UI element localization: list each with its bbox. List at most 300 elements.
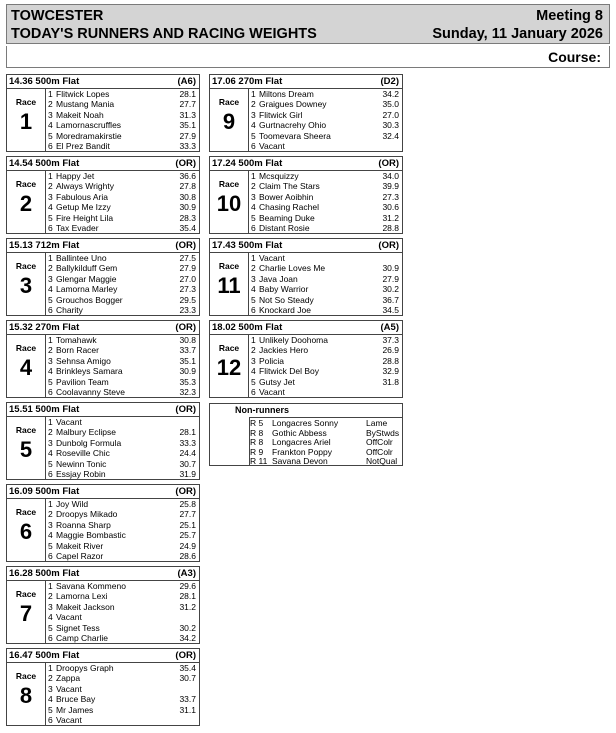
runner-weight: 33.7 — [179, 345, 196, 356]
trap-number: 4 — [48, 284, 53, 295]
runner-weight: 31.9 — [179, 468, 196, 479]
runner-row — [249, 274, 402, 284]
nonrunner-row — [250, 456, 400, 466]
nonrunner-row — [250, 437, 400, 447]
runner-name: Gutsy Jet — [259, 376, 295, 387]
trap-number: 5 — [251, 130, 256, 141]
runner-row — [249, 192, 402, 202]
runner-weight: 30.2 — [382, 284, 399, 295]
nonrunner-name: Savana Devon — [272, 456, 328, 467]
nonrunner-name: Longacres Ariel — [272, 437, 331, 448]
header — [6, 4, 610, 44]
nonrunner-race: R 8 — [250, 437, 264, 448]
trap-number: 3 — [48, 191, 53, 202]
race-class: (OR) — [175, 486, 196, 497]
trap-number: 4 — [48, 366, 53, 377]
trap-number: 1 — [251, 253, 256, 263]
trap-number: 4 — [251, 284, 256, 295]
runner-row — [249, 213, 402, 223]
race-title: 15.13 712m Flat — [9, 240, 80, 251]
trap-number: 4 — [48, 202, 53, 213]
trap-number: 6 — [48, 632, 53, 643]
runner-weight: 28.1 — [179, 591, 196, 602]
runner-name: Vacant — [259, 253, 285, 263]
race-number: 9 — [222, 109, 236, 134]
runner-row — [46, 663, 199, 673]
race-title: 16.47 500m Flat — [9, 650, 80, 661]
race-header — [210, 75, 402, 88]
race-label: Race — [15, 343, 37, 353]
runner-list — [46, 335, 199, 397]
runner-row — [46, 202, 199, 212]
runner-row — [249, 202, 402, 212]
runner-row — [249, 377, 402, 387]
runner-weight: 27.0 — [382, 109, 399, 120]
trap-number: 2 — [48, 345, 53, 356]
race-number-cell — [7, 171, 46, 233]
runner-name: Jackies Hero — [259, 345, 309, 356]
race-card — [6, 238, 200, 316]
race-title: 18.02 500m Flat — [212, 322, 283, 333]
runner-weight: 27.8 — [179, 181, 196, 192]
runner-weight: 35.4 — [179, 222, 196, 233]
race-header — [7, 75, 199, 88]
trap-number: 3 — [251, 191, 256, 202]
nonrunner-row — [250, 428, 400, 438]
runner-row — [46, 274, 199, 284]
runner-row — [46, 253, 199, 263]
race-class: (A6) — [177, 76, 196, 87]
trap-number: 1 — [251, 171, 256, 181]
trap-number: 3 — [48, 519, 53, 530]
runner-name: Policia — [259, 355, 285, 366]
runner-row — [46, 694, 199, 704]
runner-row — [249, 284, 402, 294]
runner-row — [46, 110, 199, 120]
runner-row — [46, 612, 199, 622]
runner-row — [46, 192, 199, 202]
runner-weight: 30.6 — [382, 202, 399, 213]
runner-row — [46, 377, 199, 387]
race-class: (OR) — [378, 240, 399, 251]
runner-row — [249, 171, 402, 181]
race-number: 11 — [217, 273, 241, 298]
nonrunner-row — [250, 447, 400, 457]
runner-row — [46, 171, 199, 181]
runner-row — [249, 223, 402, 233]
runner-name: Java Joan — [259, 273, 298, 284]
race-card — [6, 320, 200, 398]
runner-row — [46, 99, 199, 109]
race-header — [7, 649, 199, 662]
trap-number: 1 — [48, 663, 53, 673]
runner-weight: 30.9 — [179, 202, 196, 213]
page-subtitle: TODAY'S RUNNERS AND RACING WEIGHTS — [11, 26, 317, 42]
runner-name: Distant Rosie — [259, 222, 310, 233]
runner-row — [46, 213, 199, 223]
race-number: 1 — [19, 109, 33, 134]
runner-name: Makeit Jackson — [56, 601, 115, 612]
runner-weight: 28.3 — [179, 212, 196, 223]
runner-row — [249, 295, 402, 305]
runner-weight: 31.2 — [179, 601, 196, 612]
runner-row — [249, 99, 402, 109]
runner-name: Droopys Graph — [56, 663, 114, 673]
trap-number: 5 — [251, 294, 256, 305]
runner-name: Born Racer — [56, 345, 99, 356]
race-header — [210, 239, 402, 252]
runner-row — [249, 263, 402, 273]
runner-row — [46, 335, 199, 345]
trap-number: 5 — [48, 130, 53, 141]
trap-number: 4 — [48, 530, 53, 541]
race-number-cell — [7, 417, 46, 479]
race-class: (A5) — [380, 322, 399, 333]
race-label: Race — [15, 671, 37, 681]
runner-list — [46, 253, 199, 315]
runner-row — [46, 89, 199, 99]
trap-number: 3 — [251, 109, 256, 120]
nonrunner-row — [250, 418, 400, 428]
runner-weight: 31.2 — [382, 212, 399, 223]
runner-weight: 28.8 — [382, 355, 399, 366]
course-row — [6, 46, 610, 68]
trap-number: 2 — [48, 99, 53, 110]
runner-row — [46, 366, 199, 376]
runner-name: Essjay Robin — [56, 468, 106, 479]
trap-number: 2 — [48, 509, 53, 520]
race-class: (OR) — [175, 322, 196, 333]
race-number: 3 — [19, 273, 33, 298]
trap-number: 4 — [48, 694, 53, 705]
runner-row — [249, 356, 402, 366]
runner-row — [46, 120, 199, 130]
trap-number: 1 — [251, 335, 256, 345]
race-number-cell — [7, 335, 46, 397]
race-title: 15.32 270m Flat — [9, 322, 80, 333]
race-number-cell — [7, 499, 46, 561]
runner-weight: 30.9 — [179, 366, 196, 377]
trap-number: 4 — [48, 612, 53, 623]
race-number: 2 — [19, 191, 33, 216]
runner-list — [46, 499, 199, 561]
trap-number: 5 — [251, 212, 256, 223]
runner-weight: 34.5 — [382, 304, 399, 315]
runner-weight: 24.4 — [179, 448, 196, 459]
runner-name: Lamorna Lexi — [56, 591, 108, 602]
runner-weight: 34.2 — [382, 89, 399, 99]
runner-name: Vacant — [56, 612, 82, 623]
trap-number: 3 — [251, 273, 256, 284]
race-label: Race — [15, 97, 37, 107]
race-card — [209, 156, 403, 234]
race-label: Race — [218, 97, 240, 107]
race-card — [6, 484, 200, 562]
runner-name: Happy Jet — [56, 171, 95, 181]
trap-number: 1 — [48, 335, 53, 345]
runner-name: Charlie Loves Me — [259, 263, 326, 274]
runner-name: Graigues Downey — [259, 99, 327, 110]
trap-number: 4 — [48, 120, 53, 131]
runner-name: Droopys Mikado — [56, 509, 118, 520]
runner-row — [46, 438, 199, 448]
runner-row — [249, 387, 402, 397]
runner-weight: 23.3 — [179, 304, 196, 315]
trap-number: 5 — [48, 294, 53, 305]
trap-number: 6 — [48, 222, 53, 233]
race-label: Race — [15, 507, 37, 517]
runner-name: Bower Aoibhin — [259, 191, 314, 202]
race-card — [6, 648, 200, 726]
runner-row — [46, 705, 199, 715]
race-card — [209, 238, 403, 316]
runner-name: Miltons Dream — [259, 89, 314, 99]
nonrunner-race: R 11 — [250, 456, 268, 467]
trap-number: 1 — [251, 89, 256, 99]
runner-weight: 25.1 — [179, 519, 196, 530]
runner-row — [46, 284, 199, 294]
runner-weight: 36.6 — [179, 171, 196, 181]
runner-list — [46, 417, 199, 479]
trap-number: 2 — [251, 345, 256, 356]
runner-name: Roanna Sharp — [56, 519, 111, 530]
race-card — [209, 74, 403, 152]
nonrunner-name: Frankton Poppy — [272, 446, 333, 457]
runner-row — [46, 345, 199, 355]
trap-number: 6 — [48, 468, 53, 479]
nonrunner-reason: OffColr — [366, 437, 393, 448]
runner-name: Capel Razor — [56, 550, 104, 561]
runner-name: Camp Charlie — [56, 632, 108, 643]
race-header — [7, 321, 199, 334]
race-class: (OR) — [175, 650, 196, 661]
trap-number: 2 — [48, 263, 53, 274]
race-number-cell — [7, 663, 46, 725]
race-number-cell — [7, 89, 46, 151]
meeting-number: Meeting 8 — [536, 8, 603, 24]
runner-row — [46, 387, 199, 397]
race-number-cell — [7, 253, 46, 315]
trap-number: 4 — [251, 202, 256, 213]
race-class: (OR) — [175, 158, 196, 169]
runner-name: Pavilion Team — [56, 376, 109, 387]
race-number: 6 — [19, 519, 33, 544]
runner-name: Bruce Bay — [56, 694, 96, 705]
runner-row — [249, 131, 402, 141]
nonrunner-race: R 9 — [250, 446, 264, 457]
runner-row — [249, 366, 402, 376]
runner-row — [46, 417, 199, 427]
runner-weight: 27.0 — [179, 273, 196, 284]
trap-number: 6 — [48, 386, 53, 397]
race-label: Race — [218, 343, 240, 353]
race-title: 15.51 500m Flat — [9, 404, 80, 415]
race-class: (OR) — [175, 240, 196, 251]
runner-list — [46, 581, 199, 643]
race-label: Race — [15, 261, 37, 271]
race-number-cell — [7, 581, 46, 643]
nonrunners-box — [209, 403, 403, 466]
runner-name: Toomevara Sheera — [259, 130, 331, 141]
trap-number: 3 — [48, 355, 53, 366]
trap-number: 2 — [48, 673, 53, 684]
race-title: 14.36 500m Flat — [9, 76, 80, 87]
race-number: 7 — [19, 601, 33, 626]
runner-name: Makeit Noah — [56, 109, 104, 120]
runner-weight: 30.7 — [179, 458, 196, 469]
runner-name: Tax Evader — [56, 222, 99, 233]
runner-name: El Prez Bandit — [56, 140, 110, 151]
trap-number: 2 — [251, 99, 256, 110]
trap-number: 2 — [48, 427, 53, 438]
runner-weight: 36.7 — [382, 294, 399, 305]
race-header — [7, 403, 199, 416]
runner-name: Grouchos Bogger — [56, 294, 123, 305]
trap-number: 6 — [48, 714, 53, 725]
runner-row — [249, 305, 402, 315]
runner-row — [46, 520, 199, 530]
trap-number: 6 — [251, 222, 256, 233]
runner-name: Maggie Bombastic — [56, 530, 126, 541]
runner-name: Ballykilduff Gem — [56, 263, 118, 274]
runner-weight: 27.5 — [179, 253, 196, 263]
runner-weight: 28.1 — [179, 427, 196, 438]
runner-weight: 30.3 — [382, 120, 399, 131]
runner-row — [46, 581, 199, 591]
meeting-date: Sunday, 11 January 2026 — [432, 26, 603, 42]
runner-weight: 31.1 — [179, 704, 196, 715]
runner-name: Lamornascruffles — [56, 120, 122, 131]
race-header — [210, 157, 402, 170]
runner-list — [249, 335, 402, 397]
runner-name: Baby Warrior — [259, 284, 309, 295]
runner-row — [46, 469, 199, 479]
race-title: 16.28 500m Flat — [9, 568, 80, 579]
runner-weight: 28.6 — [179, 550, 196, 561]
runner-name: Fabulous Aria — [56, 191, 108, 202]
runner-row — [249, 345, 402, 355]
trap-number: 1 — [48, 171, 53, 181]
runner-weight: 27.7 — [179, 99, 196, 110]
runner-name: Fire Height Lila — [56, 212, 114, 223]
nonrunner-reason: ByStwds — [366, 427, 400, 438]
trap-number: 3 — [48, 109, 53, 120]
runner-row — [46, 223, 199, 233]
runner-weight: 28.1 — [179, 89, 196, 99]
trap-number: 1 — [48, 253, 53, 263]
runner-weight: 35.0 — [382, 99, 399, 110]
runner-list — [46, 89, 199, 151]
runner-list — [46, 171, 199, 233]
race-header — [7, 567, 199, 580]
race-card — [6, 402, 200, 480]
nonrunner-race: R 5 — [250, 418, 264, 428]
trap-number: 1 — [48, 89, 53, 99]
nonrunner-name: Gothic Abbess — [272, 427, 327, 438]
race-title: 17.06 270m Flat — [212, 76, 283, 87]
runner-weight: 31.8 — [382, 376, 399, 387]
runner-weight: 34.2 — [179, 632, 196, 643]
trap-number: 6 — [251, 140, 256, 151]
runner-name: Flitwick Girl — [259, 109, 303, 120]
runner-row — [46, 499, 199, 509]
runner-weight: 25.7 — [179, 530, 196, 541]
trap-number: 1 — [48, 499, 53, 509]
runner-weight: 35.3 — [179, 376, 196, 387]
trap-number: 6 — [48, 140, 53, 151]
runner-weight: 32.9 — [382, 366, 399, 377]
runner-name: Joy Wild — [56, 499, 89, 509]
runner-name: Flitwick Lopes — [56, 89, 110, 99]
race-header — [7, 239, 199, 252]
runner-name: Lamorna Marley — [56, 284, 118, 295]
race-header — [7, 485, 199, 498]
trap-number: 5 — [48, 458, 53, 469]
runner-name: Makeit River — [56, 540, 104, 551]
runner-list — [46, 663, 199, 725]
runner-name: Zappa — [56, 673, 81, 684]
trap-number: 5 — [48, 622, 53, 633]
runner-row — [46, 623, 199, 633]
runner-name: Savana Kommeno — [56, 581, 126, 591]
runner-weight: 27.9 — [179, 263, 196, 274]
race-number: 5 — [19, 437, 33, 462]
race-label: Race — [15, 425, 37, 435]
trap-number: 5 — [48, 704, 53, 715]
runner-weight: 34.0 — [382, 171, 399, 181]
trap-number: 4 — [251, 120, 256, 131]
trap-number: 1 — [48, 417, 53, 427]
runner-weight: 30.7 — [179, 673, 196, 684]
race-class: (OR) — [378, 158, 399, 169]
runner-weight: 39.9 — [382, 181, 399, 192]
runner-name: Always Wrighty — [56, 181, 114, 192]
runner-weight: 28.8 — [382, 222, 399, 233]
race-title: 14.54 500m Flat — [9, 158, 80, 169]
runner-name: Brinkleys Samara — [56, 366, 123, 377]
race-card — [209, 320, 403, 398]
runner-name: Sehnsa Amigo — [56, 355, 111, 366]
runner-row — [46, 602, 199, 612]
race-card — [6, 74, 200, 152]
runner-weight: 33.3 — [179, 437, 196, 448]
nonrunner-reason: Lame — [366, 418, 388, 428]
runner-row — [46, 141, 199, 151]
runner-row — [249, 89, 402, 99]
runner-row — [46, 684, 199, 694]
runner-row — [46, 295, 199, 305]
runner-weight: 27.3 — [382, 191, 399, 202]
runner-weight: 33.7 — [179, 694, 196, 705]
runner-name: Getup Me Izzy — [56, 202, 111, 213]
runner-weight: 33.3 — [179, 140, 196, 151]
trap-number: 6 — [251, 304, 256, 315]
runner-weight: 24.9 — [179, 540, 196, 551]
runner-name: Mr James — [56, 704, 94, 715]
trap-number: 3 — [48, 437, 53, 448]
runner-row — [46, 530, 199, 540]
race-title: 16.09 500m Flat — [9, 486, 80, 497]
runner-row — [46, 509, 199, 519]
runner-name: Gurtnacrehy Ohio — [259, 120, 327, 131]
race-label: Race — [15, 589, 37, 599]
trap-number: 3 — [48, 273, 53, 284]
runner-name: Signet Tess — [56, 622, 100, 633]
race-title: 17.43 500m Flat — [212, 240, 283, 251]
race-card — [6, 156, 200, 234]
runner-weight: 29.6 — [179, 581, 196, 591]
race-number-cell — [210, 171, 249, 233]
